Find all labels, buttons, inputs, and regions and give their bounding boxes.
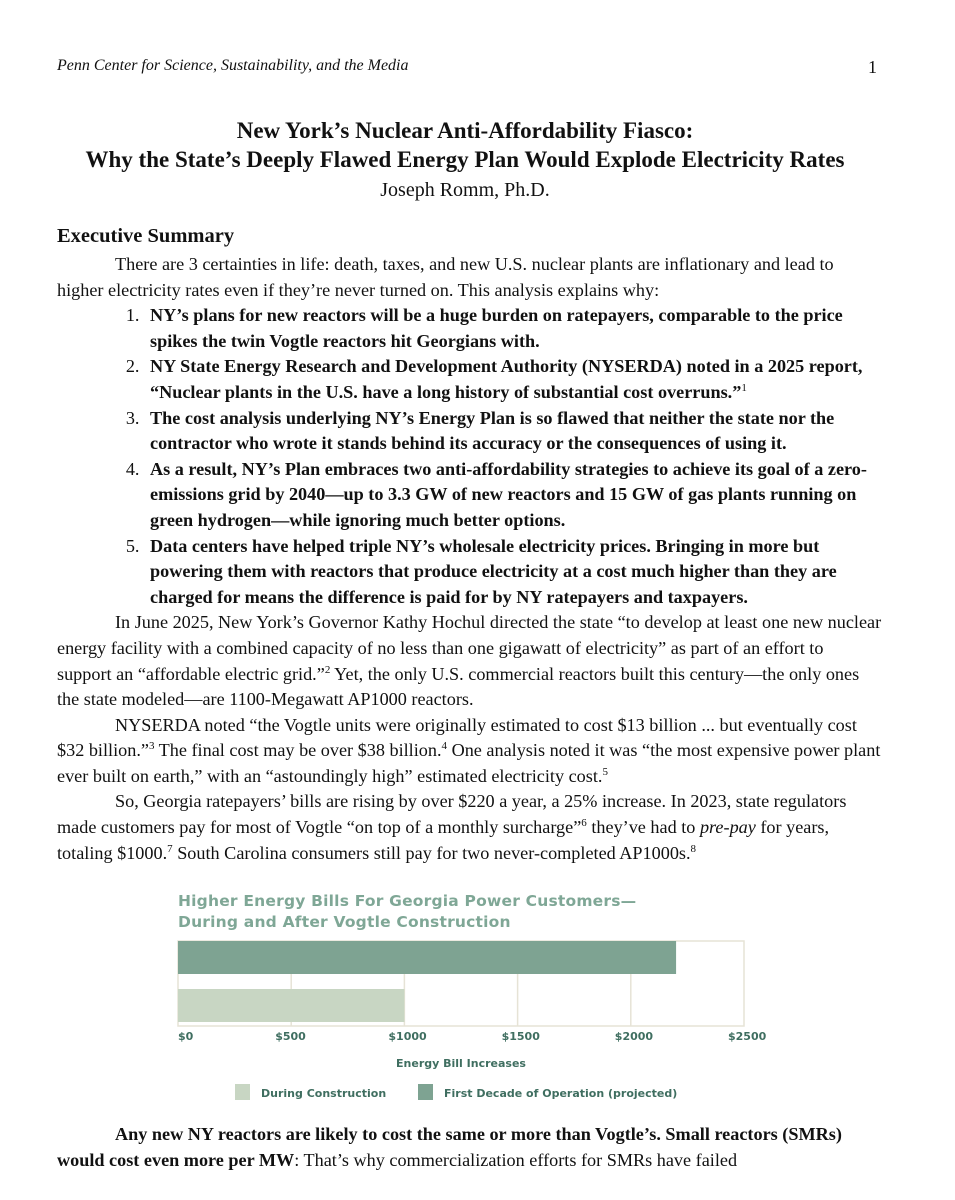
footnote-ref[interactable]: 1 xyxy=(741,381,747,394)
summary-point-text: NY State Energy Research and Development Authority (NYSERDA) noted in a 2025 report, “Nuclear plants in the U.S. have a long history of substantial cost overruns.” xyxy=(150,356,863,402)
footnote-ref[interactable]: 8 xyxy=(690,842,697,855)
page-number: 1 xyxy=(868,57,877,77)
summary-point xyxy=(144,354,882,405)
summary-point-text: The cost analysis underlying NY’s Energy Plan is so flawed that neither the state nor the contractor who wrote it stands behind its accuracy or the consequences of using it. xyxy=(150,407,835,454)
text-run: they’ve had to xyxy=(586,817,700,838)
x-tick-label: $0 xyxy=(178,1030,194,1043)
chart-svg xyxy=(160,885,800,1105)
text-run: for years, totaling $1000. xyxy=(57,817,830,863)
legend-swatch xyxy=(418,1084,433,1100)
footnote-ref[interactable]: 5 xyxy=(602,765,608,778)
text-run: The final cost may be over $38 billion. xyxy=(154,740,442,761)
summary-point xyxy=(144,406,882,457)
title-block xyxy=(0,116,930,205)
text-run: South Carolina consumers still pay for two never-completed AP1000s. xyxy=(172,842,691,863)
legend-label: During Construction xyxy=(261,1087,387,1100)
text-run: In June 2025, New York’s Governor Kathy Hochul directed the state “to develop at least one new nuclear energy facility with a combined capacity of no less than one gigawatt of electricity” as part of an effort to support an “affordable electric grid.” xyxy=(57,612,882,684)
body-paragraph xyxy=(57,610,882,712)
running-head: Penn Center for Science, Sustainability, and the Media xyxy=(57,57,409,74)
text-run: So, Georgia ratepayers’ bills are rising by over $220 a year, a 25% increase. In 2023, state regulators made customers pay for most of Vogtle “on top of a monthly surcharge” xyxy=(57,791,847,838)
closing-bold-text: Any new NY reactors are likely to cost the same or more than Vogtle’s. Small reactors (SMRs) would cost even more per MW xyxy=(57,1124,842,1170)
legend-swatch xyxy=(235,1084,250,1100)
text-run: NYSERDA noted “the Vogtle units were originally estimated to cost $13 billion ... but eventually cost $32 billion.” xyxy=(57,714,857,761)
body-paragraph xyxy=(57,789,882,866)
summary-intro: There are 3 certainties in life: death, taxes, and new U.S. nuclear plants are inflationary and lead to higher electricity rates even if they’re never turned on. This analysis explains why: xyxy=(57,254,834,300)
title-line-1: New York’s Nuclear Anti-Affordability Fiasco: xyxy=(236,118,694,143)
section-heading: Executive Summary xyxy=(57,225,235,247)
closing-paragraph xyxy=(57,1121,882,1173)
x-tick-label: $500 xyxy=(275,1030,306,1043)
bar-chart xyxy=(160,885,800,1105)
title-line-2: Why the State’s Deeply Flawed Energy Plan Would Explode Electricity Rates xyxy=(85,147,845,172)
footnote-ref[interactable]: 6 xyxy=(581,817,587,829)
italic-text: pre-pay xyxy=(699,817,756,838)
summary-point-text: As a result, NY’s Plan embraces two anti-affordability strategies to achieve its goal of a zero-emissions grid by 2040—up to 3.3 GW of new reactors and 15 GW of gas plants running on green hydrogen—while ignoring much better options. xyxy=(150,458,867,530)
summary-point xyxy=(144,534,882,611)
x-tick-label: $2500 xyxy=(728,1030,767,1043)
chart-title-line-2: During and After Vogtle Construction xyxy=(178,913,511,931)
text-run: One analysis noted it was “the most expensive power plant ever built on earth,” with an “astoundingly high” estimated electricity cost. xyxy=(57,740,881,786)
text-run: Yet, the only U.S. commercial reactors built this century—the only ones the state modeled—are 1100-Megawatt AP1000 reactors. xyxy=(57,663,860,710)
x-axis-label: Energy Bill Increases xyxy=(396,1057,526,1070)
legend-label: First Decade of Operation (projected) xyxy=(444,1087,678,1100)
summary-point xyxy=(144,457,882,534)
x-tick-label: $1500 xyxy=(501,1030,540,1043)
summary-list xyxy=(57,303,882,610)
x-tick-label: $1000 xyxy=(388,1030,427,1043)
footnote-ref[interactable]: 7 xyxy=(167,842,173,855)
bar-during-construction xyxy=(178,989,404,1022)
footnote-ref[interactable]: 2 xyxy=(324,663,331,676)
closing-text: : That’s why commercialization efforts for SMRs have failed xyxy=(294,1150,738,1170)
body-paragraph xyxy=(57,713,882,790)
footnote-ref[interactable]: 4 xyxy=(441,740,448,753)
summary-point-text: NY’s plans for new reactors will be a huge burden on ratepayers, comparable to the price spikes the twin Vogtle reactors hit Georgians with. xyxy=(150,305,843,351)
main-content xyxy=(57,223,882,866)
summary-point xyxy=(144,303,882,354)
x-tick-label: $2000 xyxy=(614,1030,654,1043)
chart-title-line-1: Higher Energy Bills For Georgia Power Customers— xyxy=(178,892,637,910)
bar-first-decade-of-operation-projected xyxy=(178,941,676,974)
author: Joseph Romm, Ph.D. xyxy=(380,179,550,201)
summary-point-text: Data centers have helped triple NY’s wholesale electricity prices. Bringing in more but powering them with reactors that produce electricity at a cost much higher than they are charged for means the difference is paid for by NY ratepayers and taxpayers. xyxy=(150,535,837,607)
footnote-ref[interactable]: 3 xyxy=(148,740,155,753)
